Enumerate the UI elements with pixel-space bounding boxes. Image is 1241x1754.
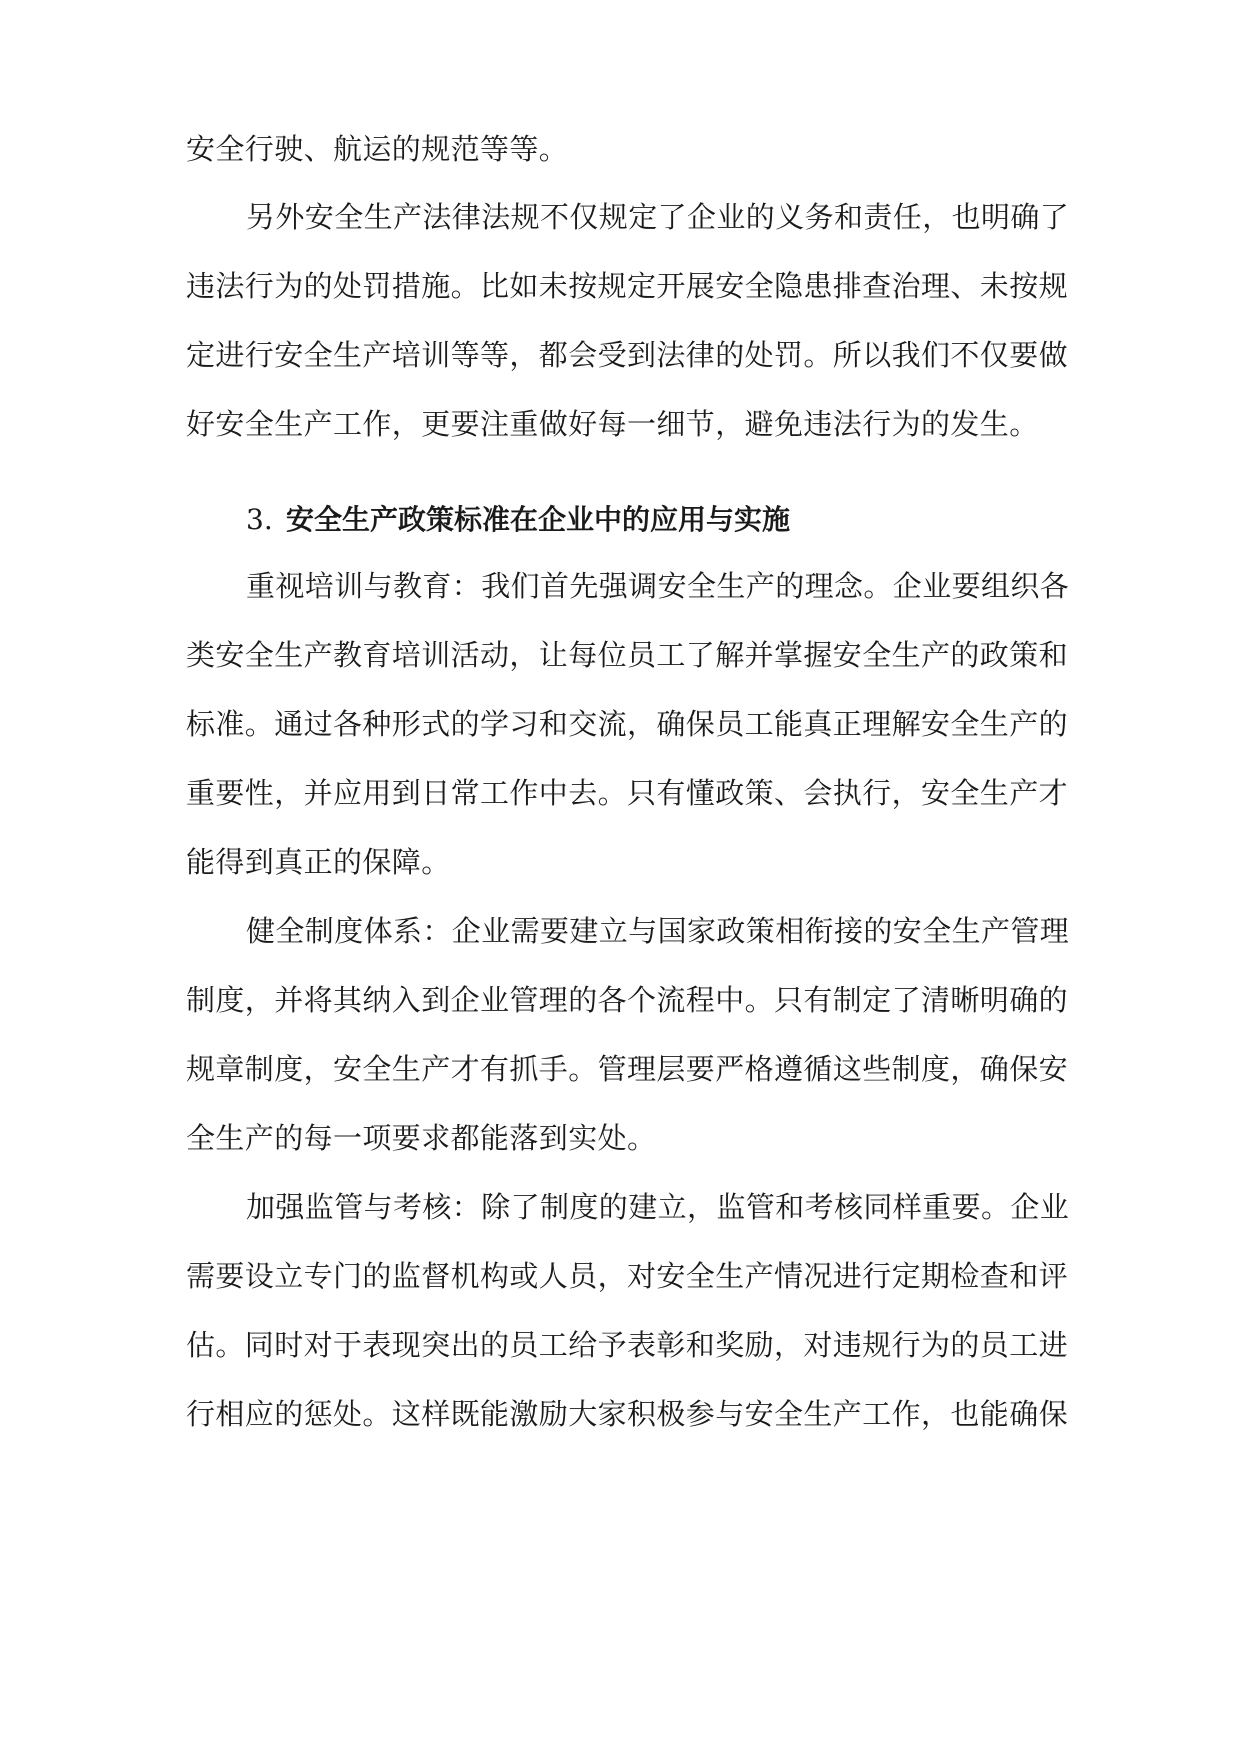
section-heading: [246, 495, 1054, 545]
text-line: 加强监管与考核：除了制度的建立，监管和考核同样重要。企业: [246, 1190, 1070, 1224]
text-line: 能得到真正的保障。: [186, 845, 451, 879]
section-title: 安全生产政策标准在企业中的应用与实施: [286, 503, 791, 536]
text-line: 重要性，并应用到日常工作中去。只有懂政策、会执行，安全生产才: [186, 776, 1069, 810]
text-line: 重视培训与教育：我们首先强调安全生产的理念。企业要组织各: [246, 569, 1070, 603]
text-line: 标准。通过各种形式的学习和交流，确保员工能真正理解安全生产的: [186, 707, 1069, 741]
section-number: 3.: [246, 503, 273, 536]
text-line: 类安全生产教育培训活动，让每位员工了解并掌握安全生产的政策和: [186, 638, 1069, 672]
text-line: 安全行驶、航运的规范等等。: [186, 132, 569, 166]
text-line: 另外安全生产法律法规不仅规定了企业的义务和责任，也明确了: [246, 200, 1070, 234]
text-line: 全生产的每一项要求都能落到实处。: [186, 1121, 657, 1155]
text-line: 需要设立专门的监督机构或人员，对安全生产情况进行定期检查和评: [186, 1259, 1069, 1293]
text-line: 定进行安全生产培训等等，都会受到法律的处罚。所以我们不仅要做: [186, 338, 1069, 372]
text-line: 好安全生产工作，更要注重做好每一细节，避免违法行为的发生。: [186, 407, 1039, 441]
text-line: 健全制度体系：企业需要建立与国家政策相衔接的安全生产管理: [246, 914, 1070, 948]
text-line: 制度，并将其纳入到企业管理的各个流程中。只有制定了清晰明确的: [186, 983, 1069, 1017]
text-line: 估。同时对于表现突出的员工给予表彰和奖励，对违规行为的员工进: [186, 1328, 1069, 1362]
text-line: 违法行为的处罚措施。比如未按规定开展安全隐患排查治理、未按规: [186, 269, 1069, 303]
text-line: 规章制度，安全生产才有抓手。管理层要严格遵循这些制度，确保安: [186, 1052, 1069, 1086]
text-line: 行相应的惩处。这样既能激励大家积极参与安全生产工作，也能确保: [186, 1397, 1069, 1431]
